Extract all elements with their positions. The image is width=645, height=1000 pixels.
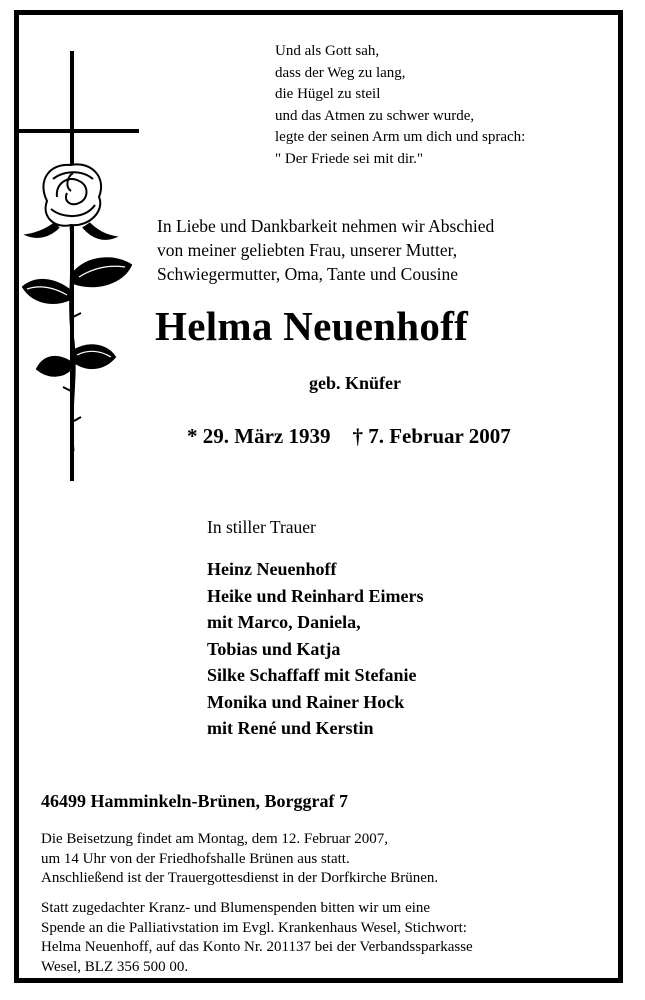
- mourner-name: Heike und Reinhard Eimers: [207, 585, 424, 606]
- mourner-name: Monika und Rainer Hock: [207, 691, 405, 712]
- donation-info: [41, 899, 473, 977]
- donation-line: Statt zugedachter Kranz- und Blumenspenden bitten wir um eine: [41, 900, 431, 916]
- farewell-intro: [157, 214, 494, 286]
- poem-line: Und als Gott sah,: [275, 43, 380, 59]
- funeral-info: [41, 830, 438, 889]
- obituary-frame: [14, 10, 623, 983]
- poem-line: und das Atmen zu schwer wurde,: [275, 107, 475, 124]
- mourner-name: Tobias und Katja: [207, 638, 341, 659]
- donation-line: Wesel, BLZ 356 500 00.: [41, 958, 189, 975]
- deceased-name: Helma Neuenhoff: [155, 303, 469, 349]
- poem: [275, 41, 525, 170]
- funeral-line: Die Beisetzung findet am Montag, dem 12. Februar 2007,: [41, 831, 389, 847]
- family-address: 46499 Hamminkeln-Brünen, Borggraf 7: [41, 791, 349, 811]
- mourner-name: mit Marco, Daniela,: [207, 612, 361, 632]
- mourner-name: Heinz Neuenhoff: [207, 559, 337, 579]
- cross-icon: [19, 51, 159, 491]
- intro-line: Schwiegermutter, Oma, Tante und Cousine: [157, 264, 459, 284]
- mourning-intro: In stiller Trauer: [207, 517, 316, 537]
- cross-with-rose: [19, 51, 159, 491]
- funeral-line: Anschließend ist der Trauergottesdienst in der Dorfkirche Brünen.: [41, 870, 439, 886]
- rose-icon: [23, 164, 131, 451]
- poem-line: die Hügel zu steil: [275, 86, 381, 102]
- mourners-list: [207, 556, 424, 742]
- intro-line: von meiner geliebten Frau, unserer Mutter,: [157, 240, 458, 260]
- poem-line: " Der Friede sei mit dir.": [275, 150, 424, 167]
- mourner-name: Silke Schaffaff mit Stefanie: [207, 665, 417, 685]
- intro-line: In Liebe und Dankbarkeit nehmen wir Abschied: [157, 216, 495, 236]
- donation-line: Helma Neuenhoff, auf das Konto Nr. 201137 bei der Verbandssparkasse: [41, 939, 473, 955]
- life-dates: [187, 424, 511, 449]
- birth-name: geb. Knüfer: [309, 373, 401, 393]
- donation-line: Spende an die Palliativstation im Evgl. Krankenhaus Wesel, Stichwort:: [41, 919, 467, 936]
- birth-date: * 29. März 1939: [187, 424, 331, 448]
- poem-line: dass der Weg zu lang,: [275, 64, 406, 81]
- poem-line: legte der seinen Arm um dich und sprach:: [275, 129, 526, 145]
- funeral-line: um 14 Uhr von der Friedhofshalle Brünen aus statt.: [41, 850, 350, 867]
- death-date: † 7. Februar 2007: [352, 424, 511, 448]
- mourner-name: mit René und Kerstin: [207, 718, 374, 738]
